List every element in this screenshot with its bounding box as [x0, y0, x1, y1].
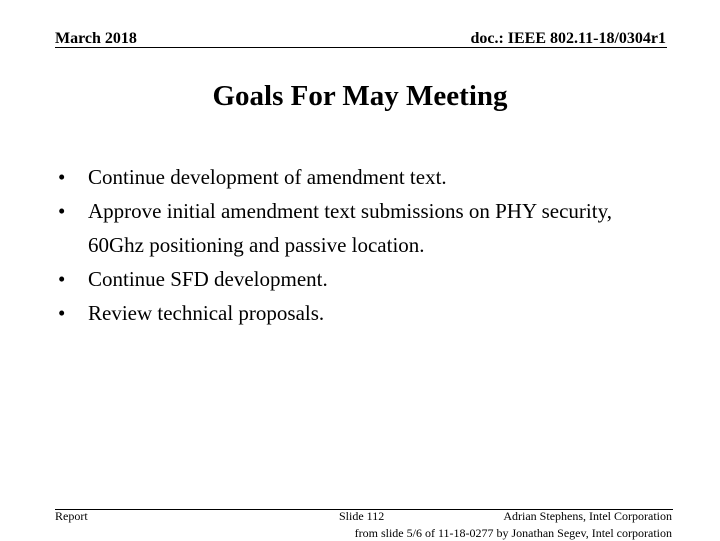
bullet-icon: • [58, 199, 66, 223]
bullet-item [58, 262, 658, 296]
bullet-icon: • [58, 267, 66, 291]
bullet-item [58, 160, 658, 194]
footer-slide-number: Slide 112 [339, 509, 385, 523]
bullet-text: Review technical proposals. [88, 301, 325, 325]
bullet-item [58, 296, 658, 330]
header-doc-id: doc.: IEEE 802.11-18/0304r1 [470, 30, 666, 47]
header-date: March 2018 [55, 30, 137, 47]
bullet-icon: • [58, 301, 66, 325]
footer-source: from slide 5/6 of 11-18-0277 by Jonathan Segev, Intel corporation [354, 526, 672, 540]
bullet-text: Approve initial amendment text submissions on PHY security, 60Ghz positioning and passive location. [88, 199, 612, 257]
header-divider [55, 47, 667, 48]
footer-author: Adrian Stephens, Intel Corporation [503, 509, 672, 523]
bullet-text: Continue SFD development. [88, 267, 328, 291]
footer-report-label: Report [55, 509, 88, 523]
bullet-list [58, 160, 658, 330]
bullet-text: Continue development of amendment text. [88, 165, 447, 189]
bullet-icon: • [58, 165, 66, 189]
slide-title: Goals For May Meeting [212, 80, 508, 112]
bullet-item [58, 194, 658, 262]
footer-divider-left [55, 509, 348, 510]
